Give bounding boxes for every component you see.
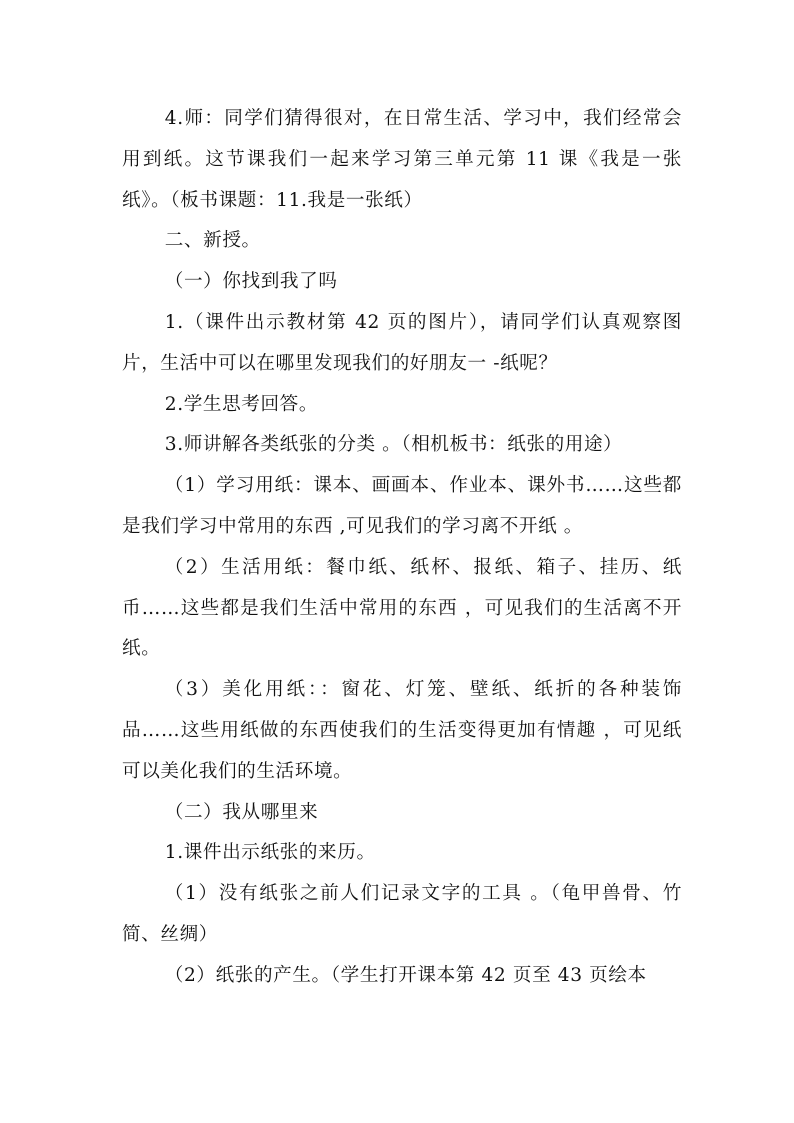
subsection-heading: （一）你找到我了吗: [164, 271, 338, 293]
paragraph: 1.课件出示纸张的来历。: [164, 842, 376, 864]
document-body: [122, 99, 682, 997]
list-item: （3）美化用纸：：窗花、灯笼、壁纸、纸折的各种装饰品……这些用纸做的东西使我们的生活变得更加有情趣 ，可见纸可以美化我们的生活环境。: [122, 679, 682, 782]
list-item: （1）学习用纸：课本、画画本、作业本、课外书……这些都是我们学习中常用的东西 ,可见我们的学习离不开纸 。: [122, 475, 682, 537]
list-item: （2）纸张的产生。（学生打开课本第 42 页至 43 页绘本: [164, 964, 647, 986]
section-heading: 二、新授。: [164, 230, 261, 252]
paragraph: 1.（课件出示教材第 42 页的图片），请同学们认真观察图片，生活中可以在哪里发现我们的好朋友一 -纸呢？: [122, 311, 682, 374]
subsection-heading: （二）我从哪里来: [164, 801, 319, 823]
list-item: （2）生活用纸：餐巾纸、纸杯、报纸、箱子、挂历、纸币……这些都是我们生活中常用的东西 ，可见我们的生活离不开纸。: [122, 556, 682, 660]
list-item: （1）没有纸张之前人们记录文字的工具 。（龟甲兽骨、竹简、丝绸）: [122, 883, 682, 945]
paragraph: 4.师：同学们猜得很对，在日常生活、学习中，我们经常会用到纸。这节课我们一起来学习第三单元第 11 课《我是一张纸》。（板书课题：11.我是一张纸）: [122, 108, 682, 211]
paragraph: 2.学生思考回答。: [164, 393, 319, 415]
paragraph: 3.师讲解各类纸张的分类 。（相机板书：纸张的用途）: [164, 434, 623, 456]
